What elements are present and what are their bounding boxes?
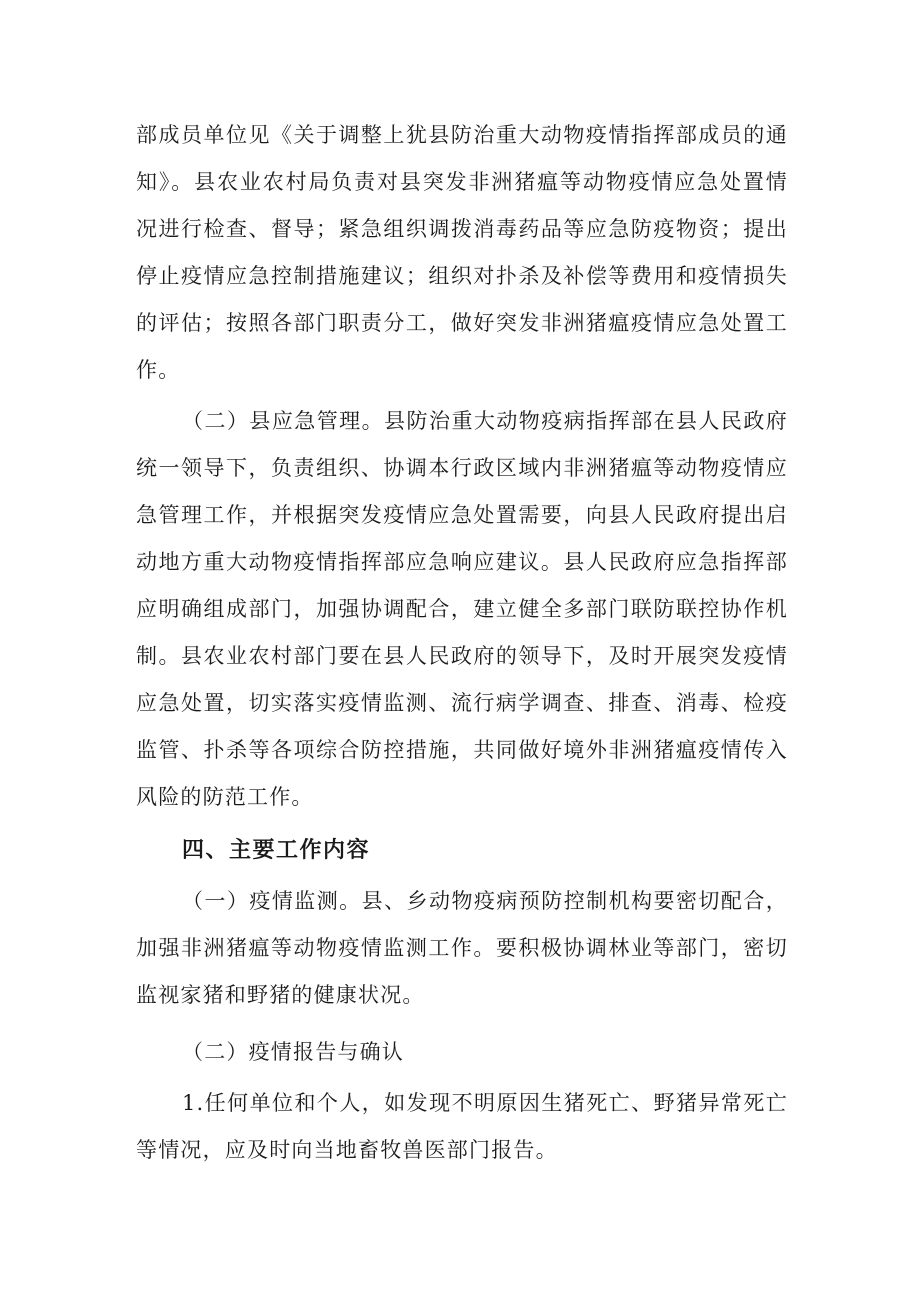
- paragraph-reporting-rule-1: 1.任何单位和个人，如发现不明原因生猪死亡、野猪异常死亡等情况，应及时向当地畜牧兽医部门报告。: [136, 1091, 788, 1162]
- subheading-report-confirmation: （二）疫情报告与确认: [182, 1040, 404, 1064]
- paragraph-county-emergency-management: （二）县应急管理。县防治重大动物疫病指挥部在县人民政府统一领导下，负责组织、协调本行政区域内非洲猪瘟等动物疫情应急管理工作，并根据突发疫情应急处置需要，向县人民政府提出启动地方重大动物疫情指挥部应急响应建议。县人民政府应急指挥部应明确组成部门，加强协调配合，建立健全多部门联防联控协作机制。县农业农村部门要在县人民政府的领导下，及时开展突发疫情应急处置，切实落实疫情监测、流行病学调查、排查、消毒、检疫监管、扑杀等各项综合防控措施，共同做好境外非洲猪瘟疫情传入风险的防范工作。: [136, 409, 788, 809]
- paragraph-member-units: 部成员单位见《关于调整上犹县防治重大动物疫情指挥部成员的通知》。县农业农村局负责对县突发非洲猪瘟等动物疫情应急处置情况进行检查、督导；紧急组织调拨消毒药品等应急防疫物资；提出停止疫情应急控制措施建议；组织对扑杀及补偿等费用和疫情损失的评估；按照各部门职责分工，做好突发非洲猪瘟疫情应急处置工作。: [136, 123, 788, 382]
- paragraph-epidemic-monitoring: （一）疫情监测。县、乡动物疫病预防控制机构要密切配合，加强非洲猪瘟等动物疫情监测工作。要积极协调林业等部门，密切监视家猪和野猪的健康状况。: [136, 889, 788, 1007]
- document-page: [136, 112, 788, 1174]
- section-heading-main-work: 四、主要工作内容: [182, 838, 371, 863]
